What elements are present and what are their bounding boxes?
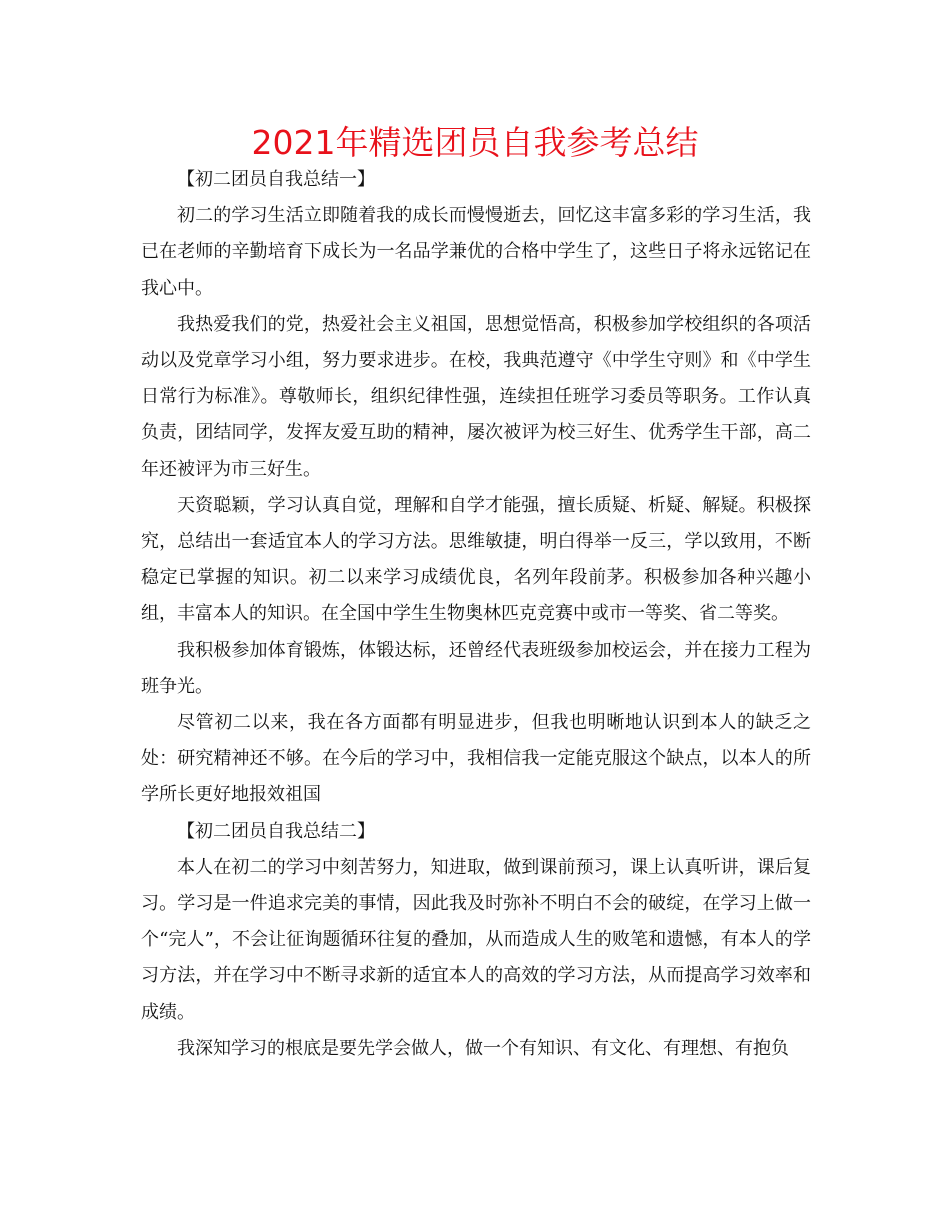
section-heading-1: 【初二团员自我总结一】 xyxy=(177,169,375,190)
paragraph-4: 我积极参加体育锻炼，体锻达标，还曾经代表班级参加校运会，并在接力工程为班争光。 xyxy=(141,639,811,697)
paragraph-5: 尽管初二以来，我在各方面都有明显进步，但我也明晰地认识到本人的缺乏之处：研究精神还不够。在今后的学习中，我相信我一定能克服这个缺点，以本人的所学所长更好地报效祖国 xyxy=(141,712,811,806)
paragraph-2: 我热爱我们的党，热爱社会主义祖国，思想觉悟高，积极参加学校组织的各项活动以及党章学习小组，努力要求进步。在校，我典范遵守《中学生守则》和《中学生日常行为标准》。尊敬师长，组织纪律性强，连续担任班学习委员等职务。工作认真负责，团结同学，发挥友爱互助的精神，屡次被评为校三好生、优秀学生干部，高二年还被评为市三好生。 xyxy=(141,313,811,480)
section-heading-2: 【初二团员自我总结二】 xyxy=(177,820,375,842)
document-title: 2021年精选团员自我参考总结 xyxy=(251,123,699,162)
paragraph-7: 我深知学习的根底是要先学会做人，做一个有知识、有文化、有理想、有抱负 xyxy=(177,1037,789,1059)
paragraph-1: 初二的学习生活立即随着我的成长而慢慢逝去，回忆这丰富多彩的学习生活，我已在老师的辛勤培育下成长为一名品学兼优的合格中学生了，这些日子将永远铭记在我心中。 xyxy=(141,205,811,299)
paragraph-6: 本人在初二的学习中刻苦努力，知进取，做到课前预习，课上认真听讲，课后复习。学习是一件追求完美的事情，因此我及时弥补不明白不会的破绽，在学习上做一个“完人”，不会让征询题循环往复的叠加，从而造成人生的败笔和遗憾，有本人的学习方法，并在学习中不断寻求新的适宜本人的高效的学习方法，从而提高学习效率和成绩。 xyxy=(141,856,811,1023)
document-body xyxy=(141,162,811,1067)
paragraph-3: 天资聪颖，学习认真自觉，理解和自学才能强，擅长质疑、析疑、解疑。积极探究，总结出一套适宜本人的学习方法。思维敏捷，明白得举一反三，学以致用，不断稳定已掌握的知识。初二以来学习成绩优良，名列年段前茅。积极参加各种兴趣小组，丰富本人的知识。在全国中学生生物奥林匹克竞赛中或市一等奖、省二等奖。 xyxy=(141,494,811,625)
